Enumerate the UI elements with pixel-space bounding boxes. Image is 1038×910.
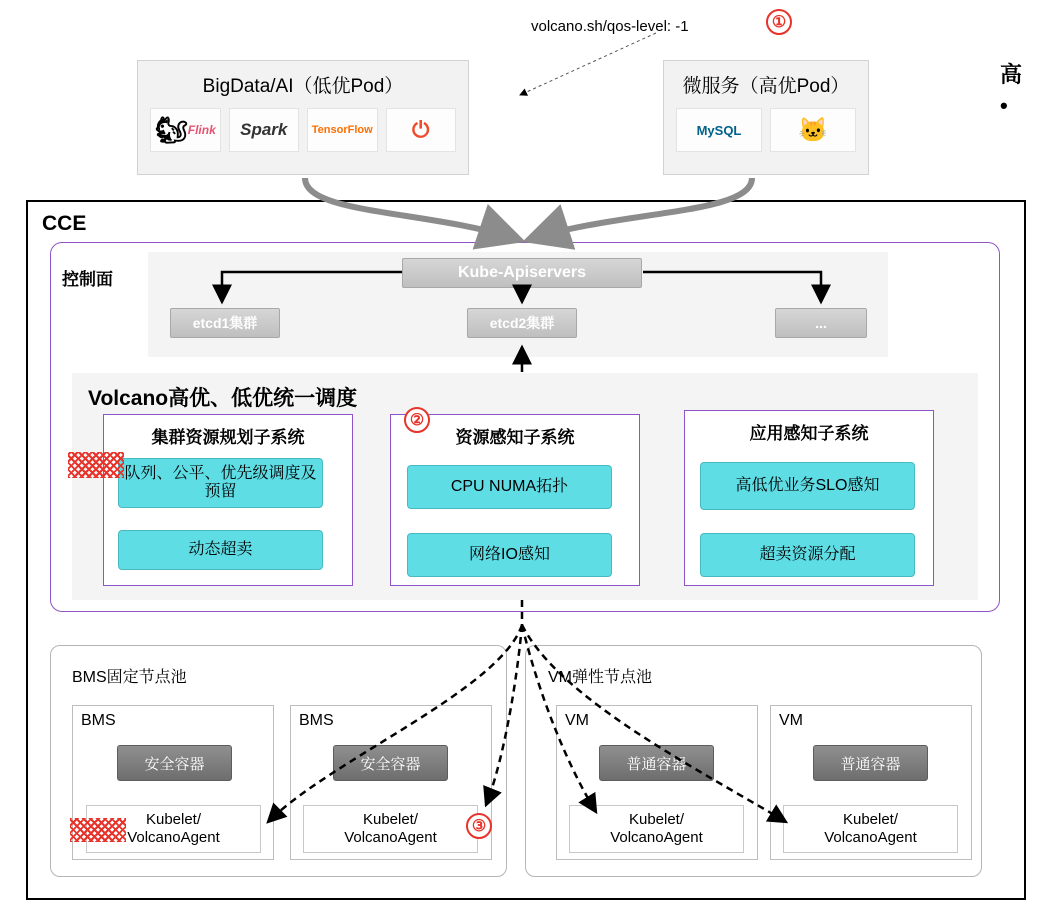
low-priority-logo-row	[138, 98, 468, 164]
annotation-marker-2: ②	[404, 407, 430, 433]
tensorflow-logo: TensorFlow	[307, 108, 378, 152]
hatch-marker-scheduler	[68, 452, 124, 478]
right-edge-partial-text	[1000, 60, 1022, 122]
bms-node-2-secure-container[interactable]: 安全容器	[333, 745, 448, 781]
right-partial-line1: 高	[1000, 62, 1023, 87]
cce-label: CCE	[42, 212, 87, 235]
oversell-allocation-button[interactable]: 超卖资源分配	[700, 533, 915, 577]
resource-awareness-title: 资源感知子系统	[455, 428, 575, 447]
low-priority-pod-title: BigData/AI（低优Pod）	[202, 76, 404, 97]
bms-node-1-secure-container[interactable]: 安全容器	[117, 745, 232, 781]
queue-fairness-priority-button[interactable]: 队列、公平、优先级调度及预留	[118, 458, 323, 508]
dynamic-oversell-button[interactable]: 动态超卖	[118, 530, 323, 570]
vm-node-2-kubelet-agent[interactable]: Kubelet/ VolcanoAgent	[783, 805, 958, 853]
high-priority-pod-box	[663, 60, 869, 175]
bms-node-1-kubelet-agent[interactable]: Kubelet/ VolcanoAgent	[86, 805, 261, 853]
mysql-logo: MySQL	[676, 108, 762, 152]
etcd-more-button[interactable]: ...	[775, 308, 867, 338]
kube-apiservers-button[interactable]: Kube-Apiservers	[402, 258, 642, 288]
pytorch-logo: ⏻	[386, 108, 457, 152]
right-partial-line2: •	[1000, 92, 1008, 118]
network-io-awareness-button[interactable]: 网络IO感知	[407, 533, 612, 577]
flink-logo: 🐿 Flink	[150, 108, 221, 152]
bms-node-2-label: BMS	[299, 712, 334, 729]
etcd2-cluster-button[interactable]: etcd2集群	[467, 308, 577, 338]
slo-awareness-button[interactable]: 高低优业务SLO感知	[700, 462, 915, 510]
hatch-marker-agent	[70, 818, 126, 842]
cpu-numa-topology-button[interactable]: CPU NUMA拓扑	[407, 465, 612, 509]
etcd1-cluster-button[interactable]: etcd1集群	[170, 308, 280, 338]
volcano-title: Volcano高优、低优统一调度	[88, 387, 358, 410]
control-plane-title: 控制面	[62, 270, 113, 289]
high-priority-pod-title: 微服务（高优Pod）	[682, 76, 850, 97]
annotation-marker-1: ①	[766, 9, 792, 35]
vm-node-2-label: VM	[779, 712, 803, 729]
annotation-marker-3: ③	[466, 813, 492, 839]
qos-annotation-label: volcano.sh/qos-level: -1	[531, 18, 689, 35]
low-priority-pod-box	[137, 60, 469, 175]
application-awareness-title: 应用感知子系统	[749, 424, 869, 443]
high-priority-logo-row	[664, 98, 868, 164]
spark-logo: Spark	[229, 108, 300, 152]
vm-node-1-kubelet-agent[interactable]: Kubelet/ VolcanoAgent	[569, 805, 744, 853]
cluster-resource-planning-title: 集群资源规划子系统	[151, 428, 305, 447]
bms-node-pool-label: BMS固定节点池	[72, 669, 187, 686]
bms-node-2-kubelet-agent[interactable]: Kubelet/ VolcanoAgent	[303, 805, 478, 853]
vm-node-1-label: VM	[565, 712, 589, 729]
vm-node-2-normal-container[interactable]: 普通容器	[813, 745, 928, 781]
bms-node-1-label: BMS	[81, 712, 116, 729]
vm-node-1-normal-container[interactable]: 普通容器	[599, 745, 714, 781]
tomcat-logo: 🐱	[770, 108, 856, 152]
vm-node-pool-label: VM弹性节点池	[548, 669, 653, 686]
